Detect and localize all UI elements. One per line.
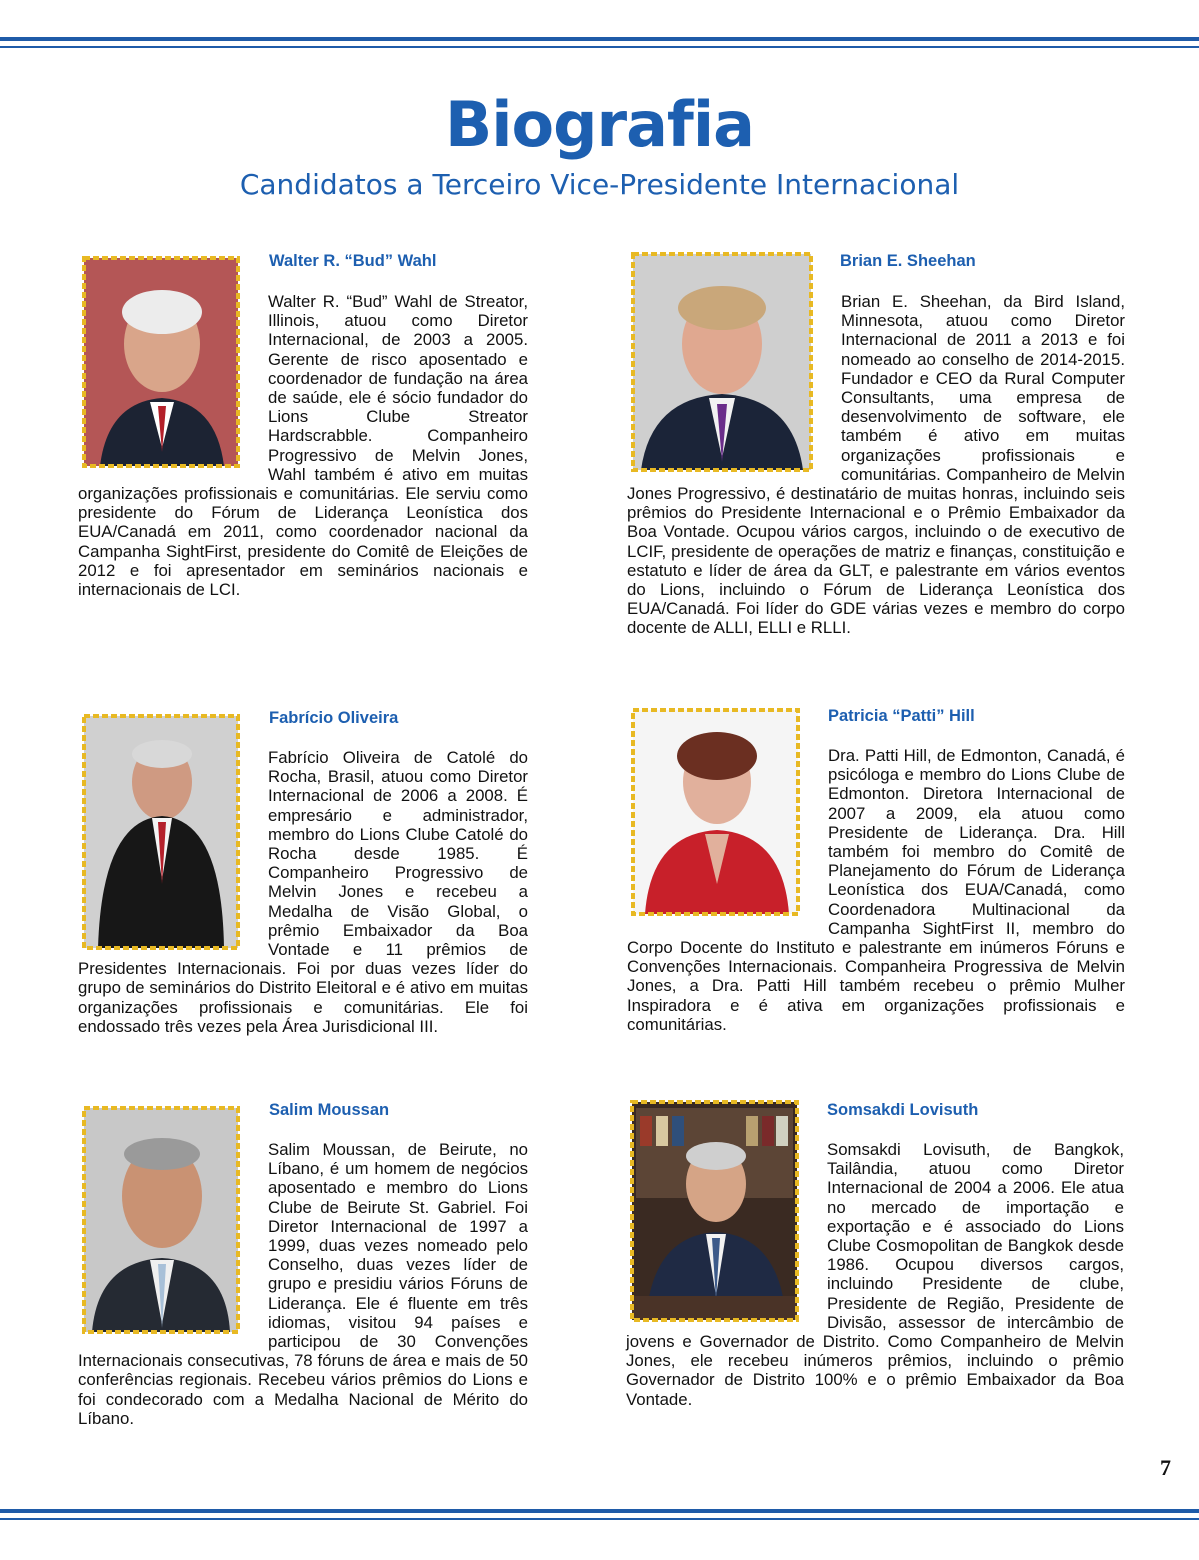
- candidate-bio-text: Salim Moussan, de Beirute, no Líbano, é um homem de negócios aposentado e membro do Lions Clube de Beirute St. Gabriel. Foi Diretor Internacional de 1997 a 1999, duas vezes nomeado pelo Conselho, duas vezes líder de grupo e presidiu vários Fóruns de Liderança. Ele é fluente em três idiomas, visitou 94 países e participou de 30 Convenções Internacionais consecutivas, 78 fóruns de área e mais de 50 conferências regionais. Recebeu vários prêmios do Lions e foi condecorado com a Medalha Nacional de Mérito do Líbano.: [78, 1140, 528, 1428]
- candidate-bio-text: Dra. Patti Hill, de Edmonton, Canadá, é psicóloga e membro do Lions Clube de Edmonton. Diretora Internacional de 2007 a 2009, ela atuou como Presidente de Liderança. Dra. Hill também foi membro do Comitê de Planejamento do Fórum de Liderança Leonística dos EUA/Canadá, como Coordenadora Multinacional da Campanha SightFirst II, membro do Corpo Docente do Instituto e palestrante em inúmeros Fóruns e Convenções Internacionais. Companheira Progressiva de Melvin Jones, a Dra. Patti Hill também recebeu o prêmio Mulher Inspiradora e é ativa em organizações profissionais e comunitárias.: [627, 746, 1125, 1034]
- top-rule-thin: [0, 46, 1199, 48]
- candidate-name: Salim Moussan: [269, 1101, 390, 1119]
- candidate-name: Walter R. “Bud” Wahl: [269, 252, 437, 270]
- candidate-photo: [626, 1096, 803, 1326]
- page-number: 7: [1160, 1455, 1171, 1480]
- candidate-name: Fabrício Oliveira: [269, 709, 399, 727]
- candidate-bio-moussan: [78, 1140, 528, 1428]
- candidate-name: Patricia “Patti” Hill: [828, 707, 975, 725]
- candidate-name: Somsakdi Lovisuth: [827, 1101, 979, 1119]
- candidate-bio-text: Somsakdi Lovisuth, de Bangkok, Tailândia, atuou como Diretor Internacional de 2004 a 2006. Ele atua no mercado de importação e exportação e é associado do Lions Clube Cosmopolitan de Bangkok desde 1986. Ocupou diversos cargos, incluindo Presidente de clube, Presidente de Região, Presidente de Divisão, assessor de intercâmbio de jovens e Governador de Distrito. Como Companheiro de Melvin Jones, ele recebeu inúmeros prêmios, incluindo o prêmio Governador de Distrito 100% e o prêmio Embaixador da Boa Vontade.: [626, 1140, 1124, 1409]
- candidate-bio-hill: [627, 746, 1125, 1034]
- candidate-bio-text: Fabrício Oliveira de Catolé do Rocha, Brasil, atuou como Diretor Internacional de 2006 a 2008. É empresário e administrador, membro do Lions Clube Catolé do Rocha desde 1985. É Companheiro Progressivo de Melvin Jones e recebeu a Medalha de Visão Global, o prêmio Embaixador da Boa Vontade e 11 prêmios de Presidentes Internacionais. Foi por duas vezes líder do grupo de seminários do Distrito Eleitoral e é ativo em muitas organizações profissionais e comunitárias. Ele foi endossado três vezes pela Área Jurisdicional III.: [78, 748, 528, 1036]
- page-subtitle: Candidatos a Terceiro Vice-Presidente Internacional: [239, 168, 960, 201]
- candidate-bio-wahl: [78, 292, 528, 599]
- bottom-rule-thick: [0, 1509, 1199, 1513]
- candidate-bio-sheehan: [627, 292, 1125, 638]
- candidate-photo: [627, 704, 804, 920]
- page-title: Biografia: [445, 88, 754, 161]
- candidate-photo: [627, 248, 817, 476]
- candidate-photo: [78, 1102, 244, 1338]
- candidate-bio-text: Brian E. Sheehan, da Bird Island, Minnesota, atuou como Diretor Internacional de 2011 a 2013 e foi nomeado ao conselho de 2014-2015. Fundador e CEO da Rural Computer Consultants, uma empresa de desenvolvimento de software, ele também é ativo em muitas organizações profissionais e comunitárias. Companheiro de Melvin Jones Progressivo, é destinatário de muitas honras, incluindo seis prêmios do Presidente Internacional e o Prêmio Embaixador da Boa Vontade. Ocupou vários cargos, incluindo o de executivo de LCIF, presidente de operações de matriz e finanças, constituição e estatuto e líder de área da GLT, e palestrante em vários eventos do Lions, incluindo o Fórum de Liderança Leonística dos EUA/Canadá. Foi líder do GDE várias vezes e membro do corpo docente de ALLI, ELLI e RLLI.: [627, 292, 1125, 638]
- bottom-rule-thin: [0, 1518, 1199, 1520]
- candidate-bio-text: Walter R. “Bud” Wahl de Streator, Illinois, atuou como Diretor Internacional, de 2003 a 2005. Gerente de risco aposentado e coordenador de fundação na área de saúde, ele é sócio fundador do Lions Clube Streator Hardscrabble. Companheiro Progressivo de Melvin Jones, Wahl também é ativo em muitas organizações profissionais e comunitárias. Ele serviu como presidente do Fórum de Liderança Leonística dos EUA/Canadá em 2011, como coordenador nacional da Campanha SightFirst, presidente do Comitê de Eleições de 2012 e foi apresentador em seminários nacionais e internacionais de LCI.: [78, 292, 528, 600]
- candidate-name: Brian E. Sheehan: [840, 252, 976, 270]
- top-rule-thick: [0, 37, 1199, 41]
- candidate-bio-lovisuth: [626, 1140, 1124, 1409]
- candidate-photo: [78, 252, 244, 472]
- candidate-bio-oliveira: [78, 748, 528, 1036]
- candidate-photo: [78, 710, 244, 954]
